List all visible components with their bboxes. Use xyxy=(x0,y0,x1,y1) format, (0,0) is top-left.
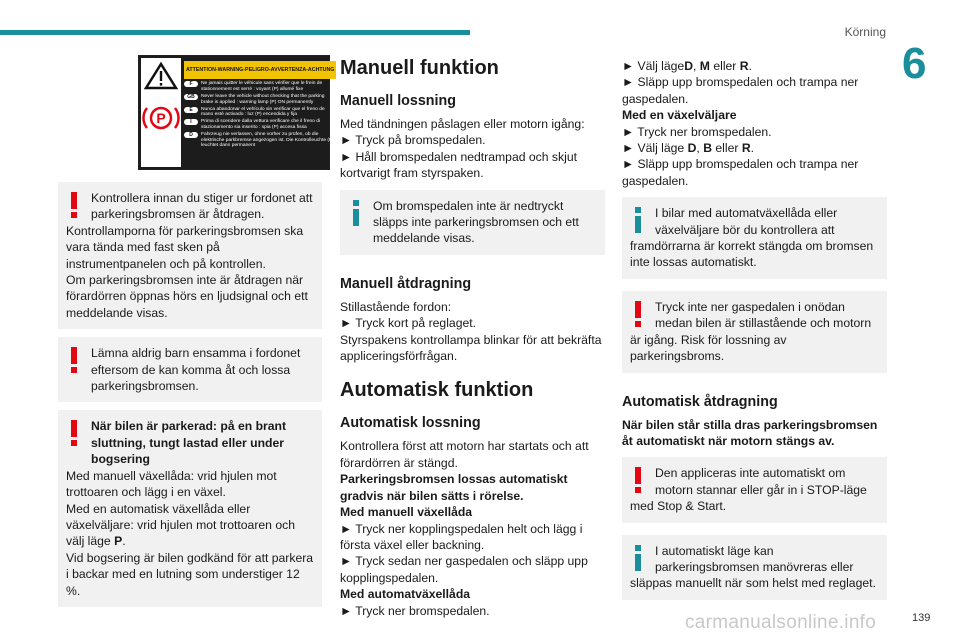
info-box: I automatiskt läge kan parkeringsbromsen manövreras eller släppas manuellt när som helst med reglaget. xyxy=(622,535,887,600)
info-icon xyxy=(632,205,644,235)
watermark: carmanualsonline.info xyxy=(685,612,877,633)
heading-manual-apply: Manuell åtdragning xyxy=(340,275,472,292)
heading-manual-release: Manuell lossning xyxy=(340,93,456,109)
info-box: I bilar med automatväxellåda eller växelväljare bör du kontrollera att framdörrarna är korrekt stängda om bromsen inte lossas automatiskt. xyxy=(622,197,887,279)
info-icon xyxy=(632,543,644,573)
chapter-number: 6 xyxy=(902,39,927,88)
heading-auto-apply: Automatisk åtdragning xyxy=(622,393,778,410)
warning-line: D Fahrzeug nie verlassen, ohne vorher zu prüfen, ob die elektrische parkbremse angezogen ist. Die Kontrolleuchte (P) leuchtet dann permanent xyxy=(184,132,336,149)
section-title: Körning xyxy=(844,25,886,39)
page-number: 139 xyxy=(912,612,931,624)
exclamation-icon xyxy=(632,465,644,495)
parking-brake-icon xyxy=(141,100,181,136)
column-2: Manuell funktion Manuell lossning Med tändningen påslagen eller motorn igång: ► Tryck på bromspedalen. ► Håll bromspedalen nedtrampad och skjut kortvarigt fram styrspaken. Om bromspedalen inte är nedtryckt släpps inte parkeringsbromsen och ett meddelande visas. Manuell åtdragning Stillastående fordon: ► Tryck kort på reglaget. Styrspakens kontrollampa blinkar för att bekräfta appliceringsförfrågan. Automatisk funktion Automatisk lossning Kontrollera först att motorn har startats och att förardörren är stängd. Parkeringsbromsen lossas automatiskt gradvis när bilen sätts i rörelse. Med manuell växellåda ► Tryck ner kopplingspedalen helt och lägg i första växel eller backning. ► Tryck sedan ner gaspedalen och släpp upp kopplingspedalen. Med automatväxellåda ► Tryck ner bromspedalen. xyxy=(340,56,605,619)
exclamation-icon xyxy=(632,299,644,329)
heading-manual-function: Manuell funktion xyxy=(340,57,499,79)
svg-text:P: P xyxy=(156,110,166,126)
warning-label-icons xyxy=(141,58,181,167)
parking-brake-warning-label xyxy=(138,55,335,170)
info-box: Om bromspedalen inte är nedtryckt släpps inte parkeringsbromsen och ett meddelande visas. xyxy=(340,190,605,255)
exclamation-icon xyxy=(68,190,80,220)
warning-box: Tryck inte ner gaspedalen i onödan medan bilen är stillastående och motorn är igång. Risk för lossning av parkeringsbroms. xyxy=(622,291,887,373)
header-accent-bar xyxy=(0,30,470,35)
warning-line: F Ne jamais quitter le véhicule sans vérifier que le frein de stationnement est serré : voyant (P) allumé fixe xyxy=(184,81,336,92)
warning-line: GB Never leave the vehicle without checking that the parking brake is applied : warning lamp (P) ON permanently xyxy=(184,94,336,105)
warning-line: E Nunca abandonar el vehículo sin verificar que el freno de mano esté activado : luz (P) encendida y fija xyxy=(184,107,336,118)
warning-label-header: ATTENTION-WARNING-PELIGRO-AVVERTENZA-ACHTUNG xyxy=(184,61,336,79)
heading-auto-release: Automatisk lossning xyxy=(340,415,481,432)
warning-triangle-icon xyxy=(144,62,178,90)
warning-box: Lämna aldrig barn ensamma i fordonet eftersom de kan komma åt och lossa parkeringsbromsen. xyxy=(58,337,322,402)
exclamation-icon xyxy=(68,418,80,448)
column-1 xyxy=(58,50,335,607)
column-3: ► Välj lägeD, M eller R. ► Släpp upp bromspedalen och trampa ner gaspedalen. Med en växelväljare ► Tryck ner bromspedalen. ► Välj läge D, B eller R. ► Släpp upp bromspedalen och trampa ner gaspedalen. I bilar med automatväxellåda eller växelväljare bör du kontrollera att framdörrarna är korrekt stängda om bromsen inte lossas automatiskt. Tryck inte ner gaspedalen i onödan medan bilen är stillastående och motorn är igång. Risk för lossning av parkeringsbroms. Automatisk åtdragning När bilen står stilla dras parkeringsbromsen åt automatiskt när motorn stängs av. Den appliceras inte automatiskt om motorn stannar eller går in i STOP-läge med Stop & Start. I automatiskt läge kan parkeringsbromsen manövreras eller släppas manuellt när som helst med reglaget. xyxy=(622,58,887,600)
info-icon xyxy=(350,198,362,228)
warning-box: När bilen är parkerad: på en brant sluttning, tungt lastad eller under bogsering Med manuell växellåda: vrid hjulen mot trottoaren och lägg i en växel. Med en automatisk växellåda eller växelväljare: vrid hjulen mot trottoaren och välj läge P. Vid bogsering är bilen godkänd för att parkera i backar med en lutning som understiger 12 %. xyxy=(58,410,322,606)
warning-label-text xyxy=(181,58,339,167)
warning-box: Kontrollera innan du stiger ur fordonet att parkeringsbromsen är åtdragen. Kontrollamporna för parkeringsbromsen ska vara tända med fast sken på instrumentpanelen och på kontrollen. Om parkeringsbromsen inte är åtdragen när förardörren öppnas hörs en ljudsignal och ett meddelande visas. xyxy=(58,182,322,329)
exclamation-icon xyxy=(68,345,80,375)
warning-box: Den appliceras inte automatiskt om motorn stannar eller går in i STOP-läge med Stop & Start. xyxy=(622,457,887,522)
heading-auto-function: Automatisk funktion xyxy=(340,379,534,402)
warning-line: I Prima di scendere dalla vettura verificare che il freno di stazionamento sia inserito : spia (P) accesa fissa xyxy=(184,119,336,130)
